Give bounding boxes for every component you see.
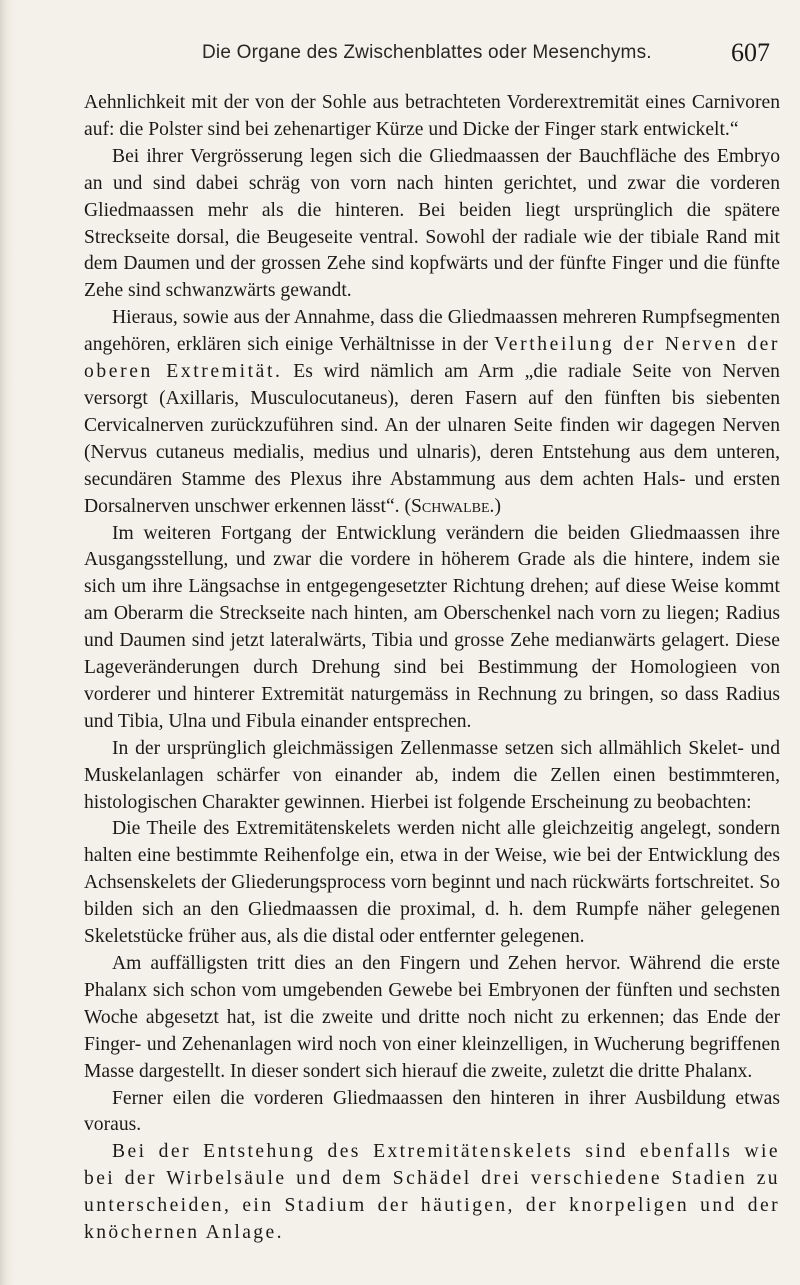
body-text	[84, 90, 780, 1247]
paragraph-8: Ferner eilen die vorderen Gliedmaassen den hinteren in ihrer Ausbildung etwas voraus.	[84, 1087, 780, 1136]
paragraph-3-text-c: .)	[489, 495, 501, 517]
paragraph-7: Am auffälligsten tritt dies an den Fingern und Zehen hervor. Während die erste Phalanx sich schon vom umgebenden Gewebe bei Embryonen der fünften und sechsten Woche abgesetzt hat, ist die zweite und dritte noch nicht zu erkennen; das Ende der Finger- und Zehenanlagen wird noch von einer kleinzelligen, in Wucherung begriffenen Masse dargestellt. In dieser sondert sich hierauf die zweite, zuletzt die dritte Phalanx.	[84, 953, 780, 1082]
paragraph-4: Im weiteren Fortgang der Entwicklung verändern die beiden Gliedmaassen ihre Ausgangsstellung, und zwar die vordere in höherem Grade als die hintere, indem sie sich um ihre Längsachse in entgegengesetzter Richtung drehen; auf diese Weise kommt am Oberarm die Streckseite nach hinten, am Oberschenkel nach vorn zu liegen; Radius und Daumen sind jetzt lateralwärts, Tibia und grosse Zehe medianwärts gelagert. Diese Lageveränderungen durch Drehung sind bei Bestimmung der Homologieen von vorderer und hinterer Extremität naturgemäss in Rechnung zu bringen, so dass Radius und Tibia, Ulna und Fibula einander entsprechen.	[84, 522, 780, 732]
paragraph-5: In der ursprünglich gleichmässigen Zellenmasse setzen sich allmählich Skelet- und Muskelanlagen schärfer von einander ab, indem die Zellen einen bestimmteren, histologischen Charakter gewinnen. Hierbei ist folgende Erscheinung zu beobachten:	[84, 737, 780, 813]
paragraph-9: Bei der Entstehung des Extremitätenskelets sind ebenfalls wie bei der Wirbelsäule und dem Schädel drei verschiedene Stadien zu unterscheiden, ein Stadium der häutigen, der knorpeligen und der knöchernen Anlage.	[84, 1141, 780, 1244]
page-header	[72, 38, 782, 78]
paragraph-3-text-b: Es wird nämlich am Arm „die radiale Seite von Nerven versorgt (Axillaris, Musculocutaneus), deren Fasern auf den fünften bis siebenten Cervicalnerven zurückzuführen sind. An der ulnaren Seite finden wir dagegen Nerven (Nervus cutaneus medialis, medius und ulnaris), deren Entstehung aus dem unteren, secundären Stamme des Plexus ihre Abstammung aus dem achten Hals- und ersten Dorsalnerven unschwer erkennen lässt“. (	[84, 361, 780, 517]
page-number: 607	[731, 38, 770, 67]
paragraph-6: Die Theile des Extremitätenskelets werden nicht alle gleichzeitig angelegt, sondern halten eine bestimmte Reihenfolge ein, etwa in der Weise, wie bei der Entwicklung des Achsenskelets der Gliederungsprocess vorn beginnt und nach rückwärts fortschreitet. So bilden sich an den Gliedmaassen die proximal, d. h. dem Rumpfe näher gelegenen Skeletstücke früher aus, als die distal oder entfernter gelegenen.	[84, 818, 780, 948]
paragraph-3-text-a: Hieraus, sowie aus der Annahme, dass die Gliedmaassen mehreren Rumpfsegmenten angehören, erklären sich einige Verhältnisse in der	[84, 307, 780, 356]
running-title: Die Organe des Zwischenblattes oder Mesenchyms.	[202, 42, 652, 63]
paragraph-3-spaced-phrase: Vertheilung der Nerven der oberen Extremität.	[84, 334, 780, 383]
paragraph-2: Bei ihrer Vergrösserung legen sich die Gliedmaassen der Bauchfläche des Embryo an und sind dabei schräg von vorn nach hinten gerichtet, und zwar die vorderen Gliedmaassen mehr als die hinteren. Bei beiden liegt ursprünglich die spätere Streckseite dorsal, die Beugeseite ventral. Sowohl der radiale wie der tibiale Rand mit dem Daumen und der grossen Zehe sind kopfwärts und der fünfte Finger und die fünfte Zehe sind schwanzwärts gewandt.	[84, 145, 780, 302]
paragraph-3	[84, 305, 780, 520]
author-citation: Schwalbe	[410, 495, 490, 517]
paragraph-1: Aehnlichkeit mit der von der Sohle aus betrachteten Vorderextremität eines Carnivoren auf: die Polster sind bei zehenartiger Kürze und Dicke der Finger stark entwickelt.“	[84, 92, 780, 140]
